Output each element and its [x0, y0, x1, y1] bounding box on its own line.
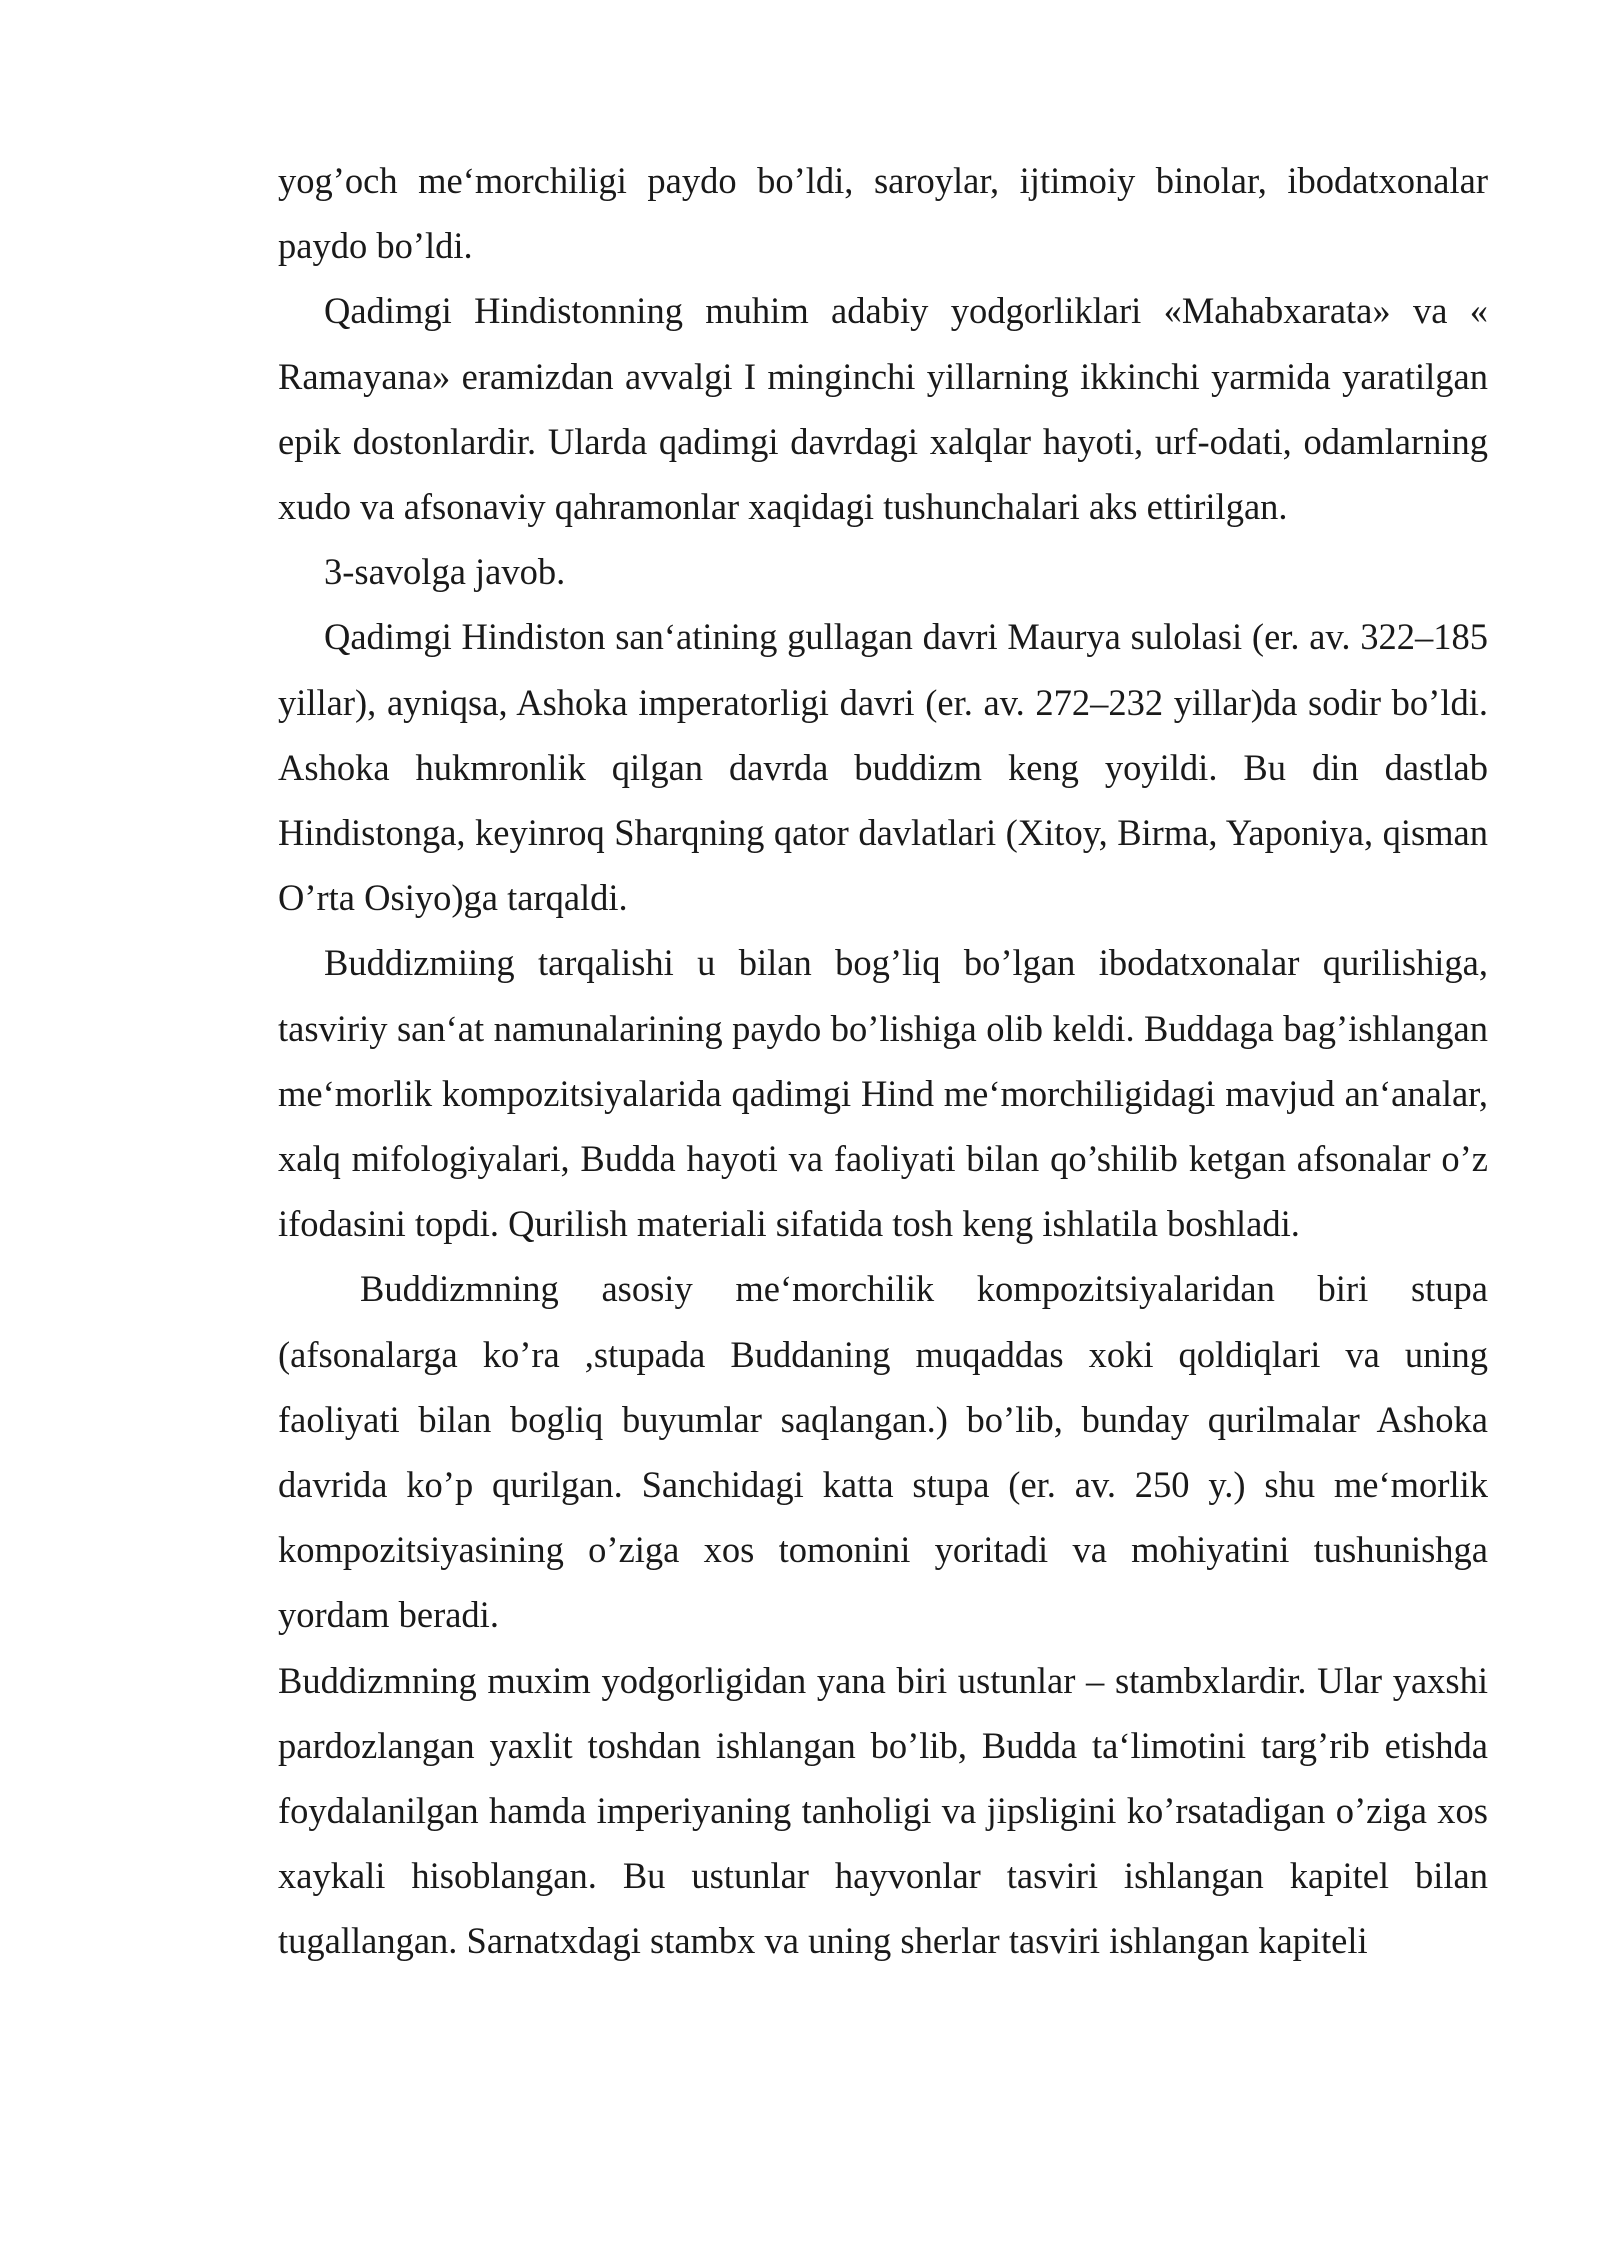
section-heading-answer-3: 3-savolga javob. [324, 551, 566, 593]
paragraph-stambha: Buddizmning muxim yodgorligidan yana biri ustunlar – stambxlardir. Ular yaxshi pardozlangan yaxlit toshdan ishlangan bo’lib, Budda ta‘limotini targ’rib etishda foydalanilgan hamda imperiyaning tanholigi va jipsligini ko’rsatadigan o’ziga xos xaykali hisoblangan. Bu ustunlar hayvonlar tasviri ishlangan kapitel bilan tugallangan. Sarnatxdagi stambx va uning sherlar tasviri ishlangan kapiteli [278, 1659, 1488, 1962]
paragraph-buddhism-spread: Buddizmiing tarqalishi u bilan bog’liq bo’lgan ibodatxonalar qurilishiga, tasviriy san‘at namunalarining paydo bo’lishiga olib keldi. Buddaga bag’ishlangan me‘morlik kompozitsiyalarida qadimgi Hind me‘morchiligidagi mavjud an‘analar, xalq mifologiyalari, Budda hayoti va faoliyati bilan qo’shilib ketgan afsonalar o’z ifodasini topdi. Qurilish materiali sifatida tosh keng ishlatila boshladi. [278, 942, 1488, 1245]
paragraph-maurya: Qadimgi Hindiston san‘atining gullagan davri Maurya sulolasi (er. av. 322–185 yillar), ayniqsa, Ashoka imperatorligi davri (er. av. 272–232 yillar)da sodir bo’ldi. Ashoka hukmronlik qilgan davrda buddizm keng yoyildi. Bu din dastlab Hindistonga, keyinroq Sharqning qator davlatlari (Xitoy, Birma, Yaponiya, qisman O’rta Osiyo)ga tarqaldi. [278, 616, 1488, 919]
paragraph-continuation: yog’och me‘morchiligi paydo bo’ldi, saroylar, ijtimoiy binolar, ibodatxonalar paydo bo’ldi. [278, 160, 1488, 267]
document-page [278, 148, 1488, 1974]
paragraph-epics: Qadimgi Hindistonning muhim adabiy yodgorliklari «Mahabxarata» va « Ramayana» eramizdan avvalgi I minginchi yillarning ikkinchi yarmida yaratilgan epik dostonlardir. Ularda qadimgi davrdagi xalqlar hayoti, urf-odati, odamlarning xudo va afsonaviy qahramonlar xaqidagi tushunchalari aks ettirilgan. [278, 290, 1488, 528]
paragraph-stupa: Buddizmning asosiy me‘morchilik kompozitsiyalaridan biri stupa (afsonalarga ko’ra ,stupada Buddaning muqaddas xoki qoldiqlari va uning faoliyati bilan bogliq buyumlar saqlangan.) bo’lib, bunday qurilmalar Ashoka davrida ko’p qurilgan. Sanchidagi katta stupa (er. av. 250 y.) shu me‘morlik kompozitsiyasining o’ziga xos tomonini yoritadi va mohiyatini tushunishga yordam beradi. [278, 1268, 1488, 1636]
